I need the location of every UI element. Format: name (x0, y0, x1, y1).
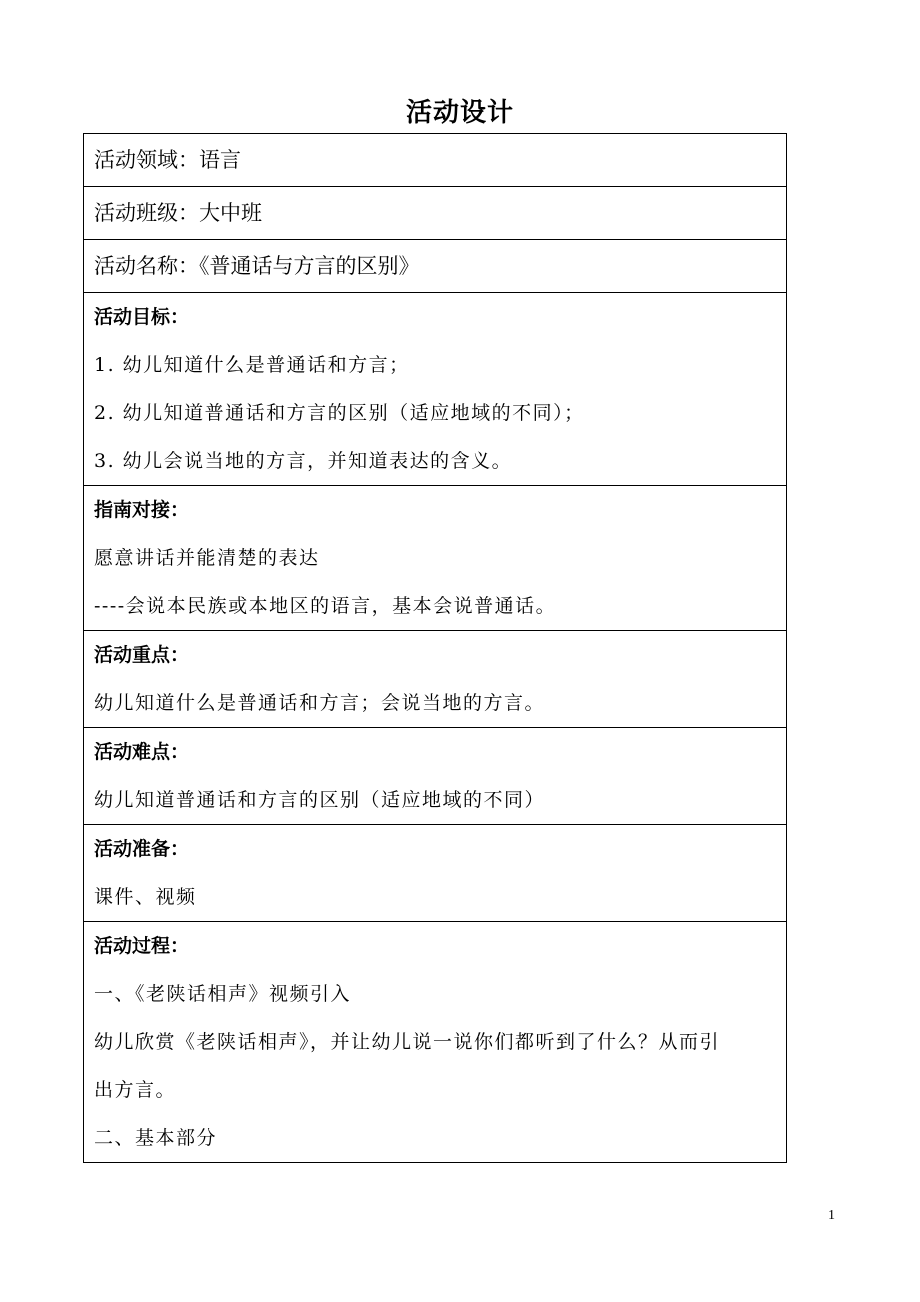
domain-label: 活动领域： (94, 148, 199, 172)
row-preparation (84, 824, 786, 921)
process-line: 一、《老陕话相声》视频引入 (94, 983, 352, 1005)
activity-table (83, 133, 787, 1163)
row-goals (84, 292, 786, 485)
row-domain (84, 134, 786, 186)
difficulties-text: 幼儿知道普通话和方言的区别（适应地域的不同） (94, 789, 546, 811)
class-level-label: 活动班级： (94, 201, 199, 225)
class-level-value: 大中班 (199, 201, 262, 225)
row-key-points (84, 630, 786, 727)
goals-heading: 活动目标： (94, 306, 190, 328)
preparation-heading: 活动准备： (94, 838, 190, 860)
activity-name-value: 《普通话与方言的区别》 (199, 254, 420, 278)
key-points-text: 幼儿知道什么是普通话和方言；会说当地的方言。 (94, 692, 546, 714)
process-line: 出方言。 (94, 1079, 177, 1101)
row-difficulties (84, 727, 786, 824)
guide-line: ----会说本民族或本地区的语言，基本会说普通话。 (94, 595, 557, 617)
row-class-level (84, 186, 786, 239)
guide-line: 愿意讲话并能清楚的表达 (94, 547, 320, 569)
goal-item: 1. 幼儿知道什么是普通话和方言； (94, 354, 410, 376)
row-activity-name (84, 239, 786, 292)
process-line: 幼儿欣赏《老陕话相声》，并让幼儿说一说你们都听到了什么？从而引 (94, 1031, 721, 1053)
row-process (84, 921, 786, 1162)
key-points-heading: 活动重点： (94, 644, 190, 666)
page-number: 1 (828, 1208, 835, 1223)
process-line: 二、基本部分 (94, 1127, 218, 1149)
guide-heading: 指南对接： (94, 499, 190, 521)
difficulties-heading: 活动难点： (94, 741, 190, 763)
page-title: 活动设计 (405, 98, 514, 128)
domain-value: 语言 (199, 148, 241, 172)
row-guide (84, 485, 786, 630)
goal-item: 2. 幼儿知道普通话和方言的区别（适应地域的不同）； (94, 402, 585, 424)
activity-name-label: 活动名称： (94, 254, 199, 278)
process-heading: 活动过程： (94, 935, 190, 957)
goal-item: 3. 幼儿会说当地的方言，并知道表达的含义。 (94, 450, 513, 472)
preparation-text: 课件、视频 (94, 886, 197, 908)
